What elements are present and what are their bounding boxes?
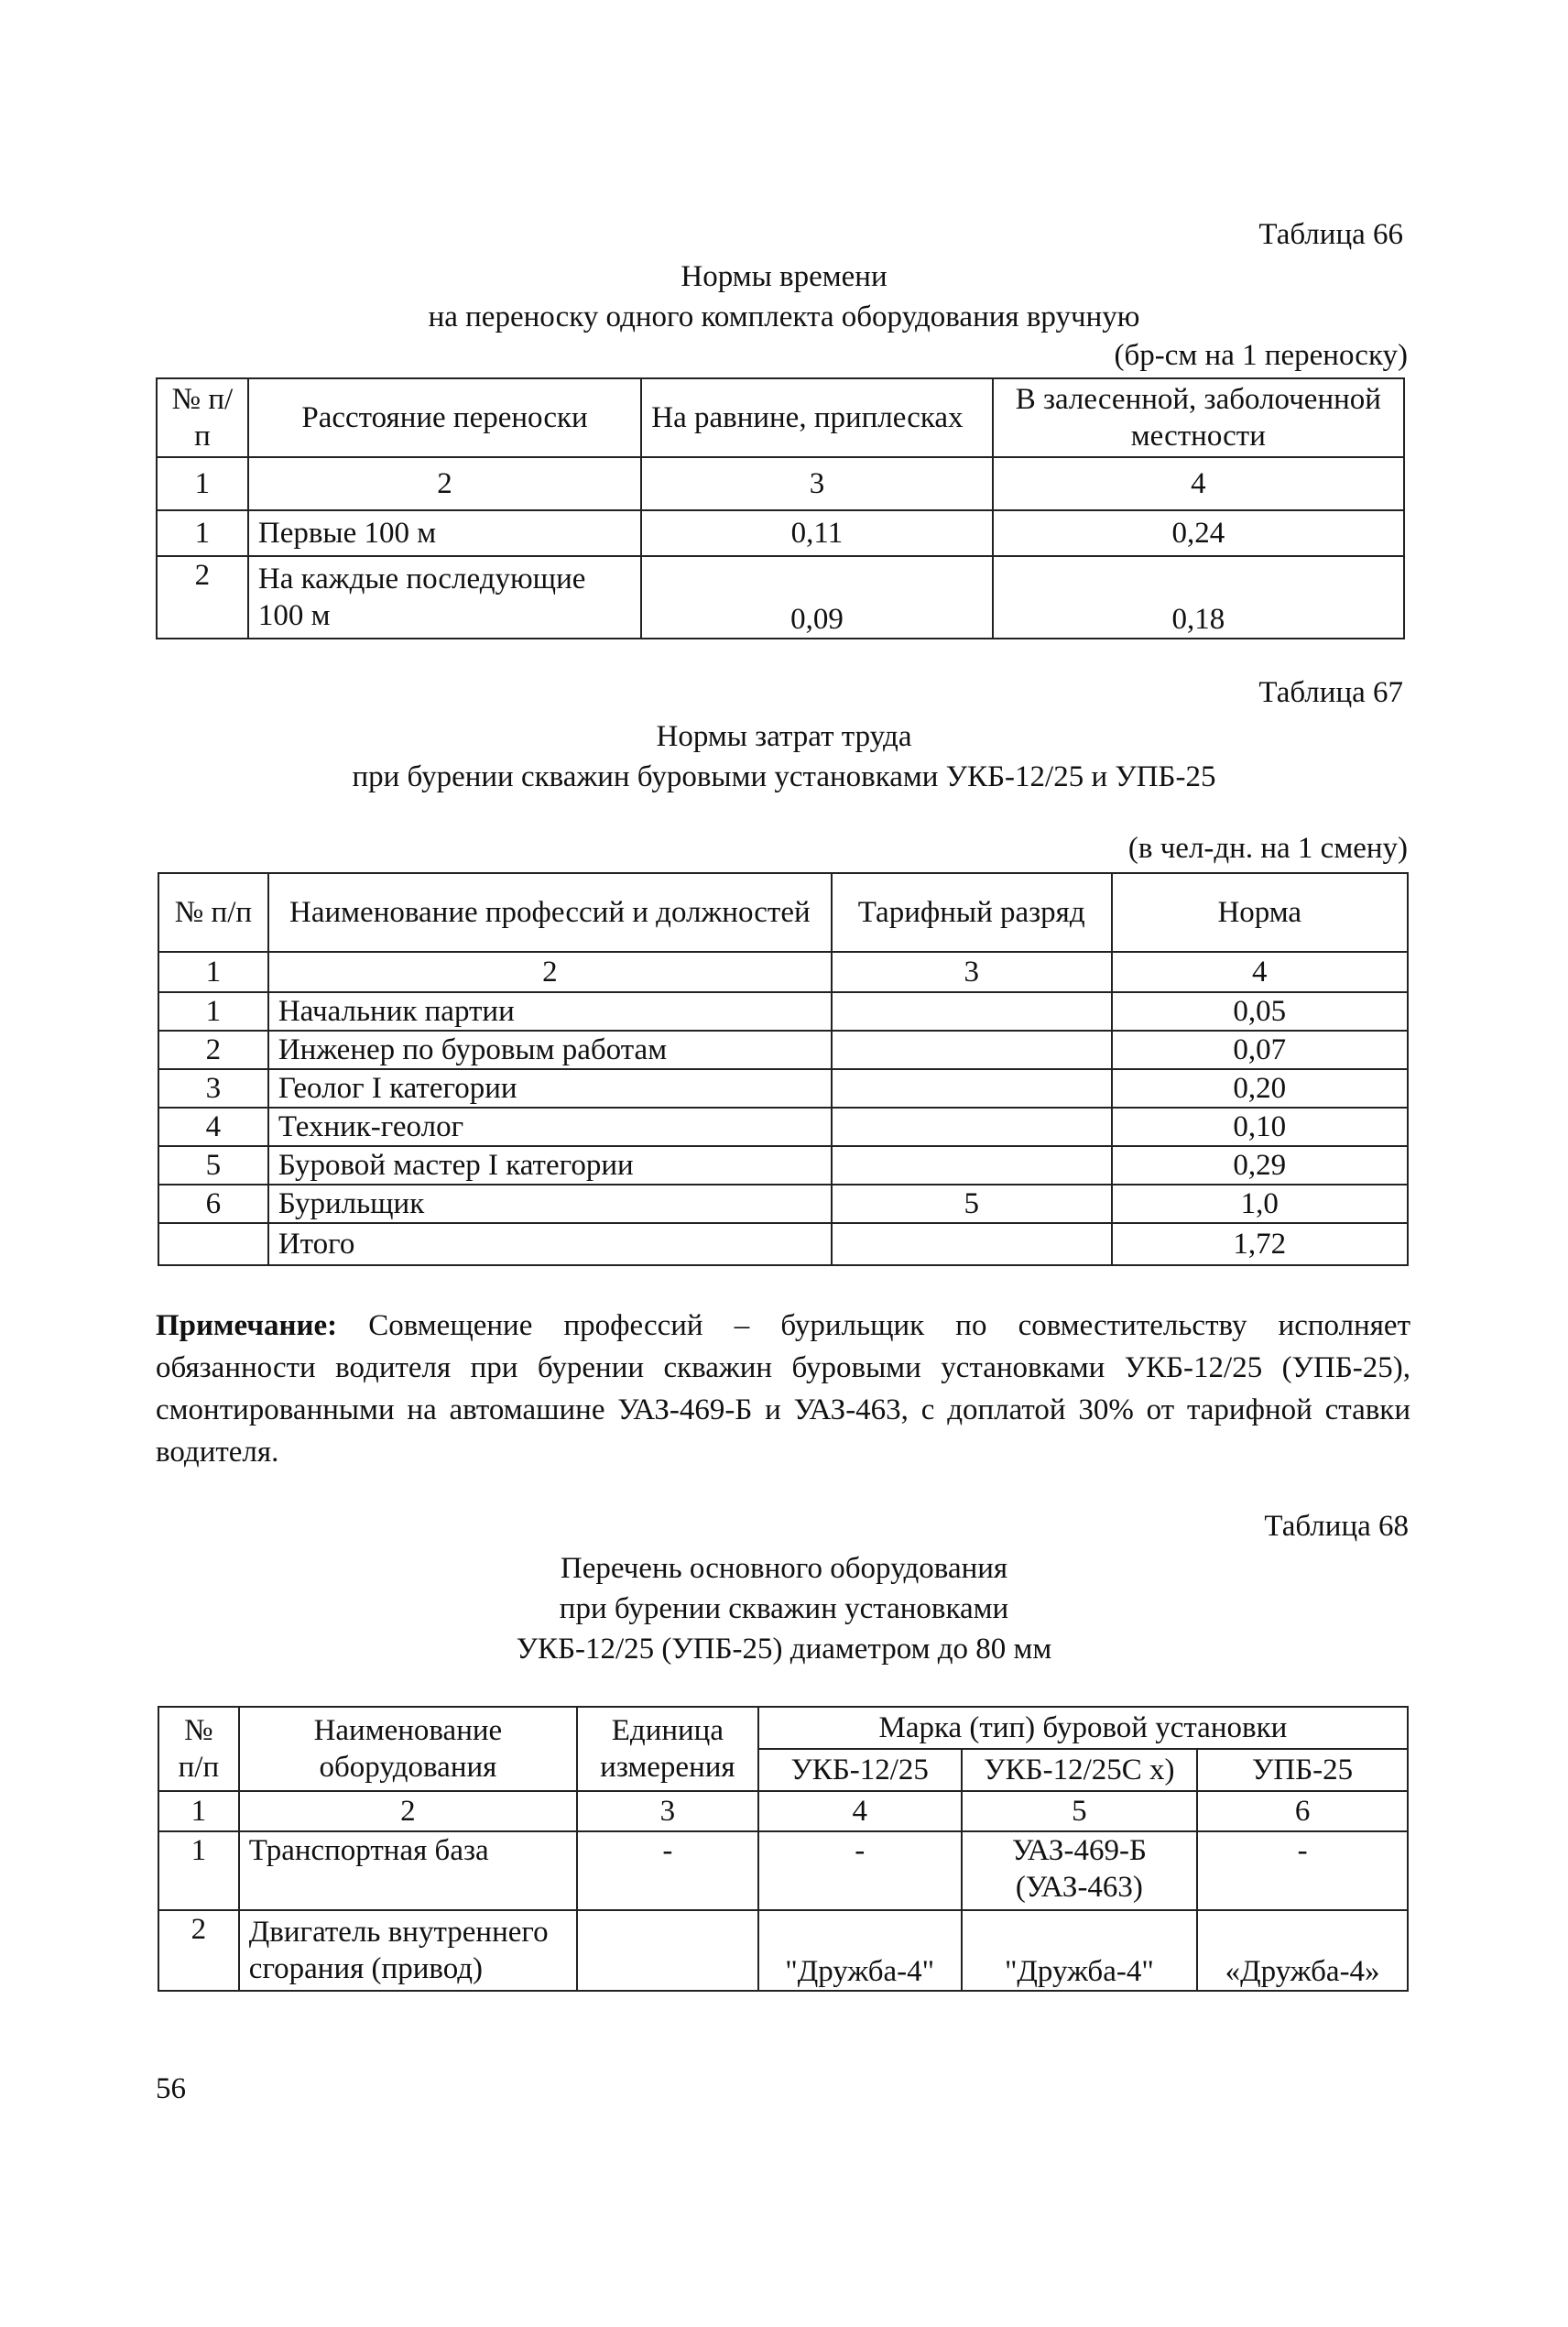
cell: 1 <box>157 510 248 556</box>
cell: Бурильщик <box>268 1185 832 1223</box>
cell <box>158 1223 268 1265</box>
column-number: 3 <box>577 1791 758 1831</box>
header-cell: № п/п <box>158 1707 239 1791</box>
cell: 0,24 <box>993 510 1404 556</box>
cell: 0,11 <box>641 510 992 556</box>
cell: 5 <box>158 1146 268 1185</box>
column-number: 3 <box>832 952 1112 992</box>
cell: УАЗ-469-Б (УАЗ-463) <box>962 1831 1198 1910</box>
column-number: 1 <box>158 1791 239 1831</box>
note-label: Примечание: <box>156 1309 338 1342</box>
header-cell: Наименование профессий и должностей <box>268 873 832 952</box>
cell: 6 <box>158 1185 268 1223</box>
note <box>156 1305 1410 1473</box>
column-number: 4 <box>1112 952 1408 992</box>
table68-title-line3: УКБ-12/25 (УПБ-25) диаметром до 80 мм <box>516 1633 1052 1666</box>
cell: 1,0 <box>1112 1185 1408 1223</box>
cell <box>832 1108 1112 1146</box>
table-row <box>158 1185 1408 1223</box>
total-label: Итого <box>268 1223 832 1265</box>
table67-title-line1: Нормы затрат труда <box>656 720 912 753</box>
cell: "Дружба-4" <box>758 1910 962 1991</box>
cell: Начальник партии <box>268 992 832 1031</box>
cell <box>832 1223 1112 1265</box>
table67-title-line2: при бурении скважин буровыми установками УКБ-12/25 и УПБ-25 <box>352 760 1216 793</box>
header-cell: Марка (тип) буровой установки <box>758 1707 1408 1749</box>
cell: Буровой мастер I категории <box>268 1146 832 1185</box>
subheader-cell: УКБ-12/25 <box>758 1749 962 1791</box>
table68-number: Таблица 68 <box>1264 1510 1409 1543</box>
header-cell: Тарифный разряд <box>832 873 1112 952</box>
cell <box>832 1031 1112 1069</box>
table-header-row <box>157 378 1404 457</box>
header-cell: № п/п <box>158 873 268 952</box>
column-number: 4 <box>758 1791 962 1831</box>
table-row <box>158 992 1408 1031</box>
cell: - <box>758 1831 962 1910</box>
table-row <box>158 1910 1408 1991</box>
cell: 2 <box>157 556 248 639</box>
table66-title-line2: на переноску одного комплекта оборудования вручную <box>428 300 1140 333</box>
cell: 3 <box>158 1069 268 1108</box>
column-number-row <box>157 457 1404 510</box>
cell: 1 <box>158 1831 239 1910</box>
table-row <box>157 510 1404 556</box>
column-number: 1 <box>157 457 248 510</box>
cell: Двигатель внутреннего сгорания (привод) <box>239 1910 577 1991</box>
cell: 4 <box>158 1108 268 1146</box>
table-row <box>158 1031 1408 1069</box>
column-number: 3 <box>641 457 992 510</box>
column-number: 2 <box>239 1791 577 1831</box>
header-cell: Единица измерения <box>577 1707 758 1791</box>
cell: Первые 100 м <box>248 510 641 556</box>
header-cell: На равнине, приплесках <box>641 378 992 457</box>
cell <box>832 1069 1112 1108</box>
total-row <box>158 1223 1408 1265</box>
subheader-cell: УПБ-25 <box>1197 1749 1408 1791</box>
cell: - <box>1197 1831 1408 1910</box>
column-number: 2 <box>268 952 832 992</box>
table68 <box>158 1706 1409 1992</box>
cell: Геолог I категории <box>268 1069 832 1108</box>
table-row <box>158 1831 1408 1910</box>
cell: Техник-геолог <box>268 1108 832 1146</box>
cell: 1 <box>158 992 268 1031</box>
table-header-row <box>158 1707 1408 1749</box>
table66-title-line1: Нормы времени <box>681 260 887 293</box>
cell: - <box>577 1831 758 1910</box>
cell: 0,29 <box>1112 1146 1408 1185</box>
header-cell: № п/п <box>157 378 248 457</box>
column-number: 2 <box>248 457 641 510</box>
cell: 2 <box>158 1031 268 1069</box>
table-row <box>158 1108 1408 1146</box>
cell: 2 <box>158 1910 239 1991</box>
cell: Инженер по буровым работам <box>268 1031 832 1069</box>
note-text: Совмещение профессий – бурильщик по совместительству исполняет обязанности водителя при бурении скважин буровыми установками УКБ-12/25 (УПБ-25), смонтированными на автомашине УАЗ-469-Б и УАЗ-463, с доплатой 30% от тарифной ставки водителя. <box>156 1309 1410 1469</box>
cell: 0,18 <box>993 556 1404 639</box>
table-row <box>158 1069 1408 1108</box>
header-cell: Расстояние переноски <box>248 378 641 457</box>
header-cell: Наименование оборудования <box>239 1707 577 1791</box>
page-number: 56 <box>156 2072 186 2105</box>
cell: На каждые последующие 100 м <box>248 556 641 639</box>
column-number: 6 <box>1197 1791 1408 1831</box>
cell <box>832 992 1112 1031</box>
header-cell: В залесенной, заболоченной местности <box>993 378 1404 457</box>
table67-unit: (в чел-дн. на 1 смену) <box>1127 832 1408 865</box>
table68-title-line1: Перечень основного оборудования <box>560 1552 1008 1585</box>
cell: 0,10 <box>1112 1108 1408 1146</box>
cell: Транспортная база <box>239 1831 577 1910</box>
column-number: 1 <box>158 952 268 992</box>
column-number: 4 <box>993 457 1404 510</box>
cell: «Дружба-4» <box>1197 1910 1408 1991</box>
table-row <box>157 556 1404 639</box>
table-header-row <box>158 873 1408 952</box>
table66-unit: (бр-см на 1 переноску) <box>1114 339 1408 372</box>
subheader-cell: УКБ-12/25С х) <box>962 1749 1198 1791</box>
table66-number: Таблица 66 <box>1258 218 1403 251</box>
table67-number: Таблица 67 <box>1258 676 1403 709</box>
cell: 0,07 <box>1112 1031 1408 1069</box>
cell: "Дружба-4" <box>962 1910 1198 1991</box>
table-row <box>158 1146 1408 1185</box>
column-number-row <box>158 1791 1408 1831</box>
column-number-row <box>158 952 1408 992</box>
cell: 5 <box>832 1185 1112 1223</box>
table68-title-line2: при бурении скважин установками <box>559 1592 1009 1625</box>
cell <box>577 1910 758 1991</box>
cell: 0,09 <box>641 556 992 639</box>
total-value: 1,72 <box>1112 1223 1408 1265</box>
column-number: 5 <box>962 1791 1198 1831</box>
header-cell: Норма <box>1112 873 1408 952</box>
table67 <box>158 872 1409 1266</box>
cell: 0,20 <box>1112 1069 1408 1108</box>
cell <box>832 1146 1112 1185</box>
table66 <box>156 377 1405 639</box>
cell: 0,05 <box>1112 992 1408 1031</box>
